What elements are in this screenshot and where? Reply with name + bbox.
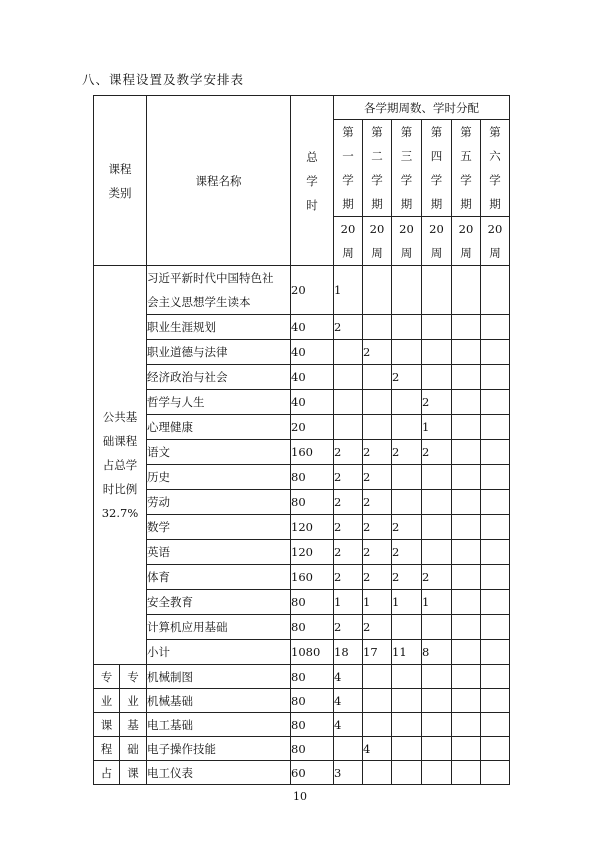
semester-hours	[452, 540, 481, 565]
total-hours: 80	[291, 713, 334, 737]
total-hours: 80	[291, 590, 334, 615]
semester-hours	[392, 713, 422, 737]
professional-category-char: 专	[94, 665, 120, 689]
semester-hours: 2	[363, 540, 392, 565]
weeks-6: 20 周	[481, 217, 510, 266]
semester-hours	[481, 266, 510, 315]
semester-hours	[481, 440, 510, 465]
total-hours: 40	[291, 390, 334, 415]
semester-hours: 2	[363, 465, 392, 490]
semester-hours	[392, 737, 422, 761]
semester-1-header: 第 一 学 期	[334, 120, 363, 217]
semester-hours: 2	[392, 540, 422, 565]
professional-category-char: 业	[94, 689, 120, 713]
course-name: 电工基础	[147, 713, 291, 737]
course-name: 哲学与人生	[147, 390, 291, 415]
table-row	[94, 590, 510, 615]
table-row	[94, 266, 510, 315]
semester-hours	[363, 315, 392, 340]
semester-hours: 2	[334, 490, 363, 515]
semester-hours: 2	[334, 440, 363, 465]
semester-hours	[363, 390, 392, 415]
semester-hours: 2	[334, 515, 363, 540]
distribution-header: 各学期周数、学时分配	[334, 96, 510, 120]
semester-hours	[363, 415, 392, 440]
table-row	[94, 440, 510, 465]
semester-hours	[452, 340, 481, 365]
semester-hours: 8	[422, 640, 452, 665]
category-header: 课程 类别	[94, 96, 147, 266]
semester-hours	[481, 590, 510, 615]
course-name: 计算机应用基础	[147, 615, 291, 640]
semester-hours	[392, 340, 422, 365]
page-number: 10	[293, 790, 307, 803]
course-name: 职业生涯规划	[147, 315, 291, 340]
course-name: 机械制图	[147, 665, 291, 689]
semester-hours: 1	[422, 415, 452, 440]
semester-hours	[422, 340, 452, 365]
semester-hours	[452, 761, 481, 785]
semester-hours	[422, 266, 452, 315]
semester-hours	[334, 340, 363, 365]
semester-hours: 11	[392, 640, 422, 665]
semester-hours	[363, 761, 392, 785]
course-name: 体育	[147, 565, 291, 590]
semester-hours	[481, 540, 510, 565]
total-hours: 20	[291, 415, 334, 440]
course-name: 语文	[147, 440, 291, 465]
semester-hours	[452, 713, 481, 737]
table-row	[94, 390, 510, 415]
semester-hours	[481, 737, 510, 761]
semester-hours	[481, 615, 510, 640]
semester-hours	[422, 665, 452, 689]
weeks-1: 20 周	[334, 217, 363, 266]
semester-hours	[363, 665, 392, 689]
course-name: 经济政治与社会	[147, 365, 291, 390]
total-hours: 120	[291, 515, 334, 540]
total-hours: 60	[291, 761, 334, 785]
total-hours: 80	[291, 490, 334, 515]
total-hours: 80	[291, 465, 334, 490]
semester-hours	[392, 415, 422, 440]
course-name: 心理健康	[147, 415, 291, 440]
semester-hours: 2	[422, 440, 452, 465]
semester-hours	[363, 689, 392, 713]
table-row	[94, 540, 510, 565]
table-row	[94, 340, 510, 365]
semester-hours: 2	[334, 465, 363, 490]
semester-hours: 2	[392, 365, 422, 390]
semester-hours	[392, 490, 422, 515]
semester-hours: 1	[363, 590, 392, 615]
semester-hours: 4	[334, 689, 363, 713]
table-row	[94, 365, 510, 390]
semester-hours: 2	[392, 515, 422, 540]
semester-hours	[422, 615, 452, 640]
semester-hours	[452, 465, 481, 490]
semester-hours	[452, 615, 481, 640]
semester-hours	[422, 713, 452, 737]
total-hours-header: 总 学 时	[291, 96, 334, 266]
semester-hours	[363, 266, 392, 315]
semester-hours	[452, 590, 481, 615]
semester-4-header: 第 四 学 期	[422, 120, 452, 217]
semester-hours	[452, 266, 481, 315]
semester-hours	[481, 713, 510, 737]
semester-hours	[392, 390, 422, 415]
semester-hours	[422, 515, 452, 540]
semester-hours	[452, 365, 481, 390]
total-hours: 1080	[291, 640, 334, 665]
semester-hours	[334, 737, 363, 761]
semester-hours: 18	[334, 640, 363, 665]
total-hours: 120	[291, 540, 334, 565]
semester-hours	[452, 640, 481, 665]
professional-category-char: 课	[94, 713, 120, 737]
semester-hours: 2	[363, 565, 392, 590]
semester-hours	[422, 465, 452, 490]
section-title: 八、课程设置及教学安排表	[82, 72, 245, 87]
semester-hours	[334, 415, 363, 440]
semester-hours: 2	[334, 540, 363, 565]
semester-hours	[392, 615, 422, 640]
professional-subcategory-char: 专	[120, 665, 147, 689]
semester-hours	[422, 689, 452, 713]
semester-hours: 3	[334, 761, 363, 785]
semester-hours: 2	[422, 565, 452, 590]
semester-hours	[452, 315, 481, 340]
course-name: 电工仪表	[147, 761, 291, 785]
public-basic-category: 公共基 础课程 占总学 时比例 32.7%	[94, 266, 147, 665]
semester-hours	[452, 440, 481, 465]
semester-hours: 4	[363, 737, 392, 761]
semester-hours: 1	[334, 590, 363, 615]
semester-hours	[392, 315, 422, 340]
professional-subcategory-char: 课	[120, 761, 147, 785]
semester-hours	[392, 665, 422, 689]
semester-hours	[334, 365, 363, 390]
semester-hours	[481, 390, 510, 415]
course-name: 小计	[147, 640, 291, 665]
semester-hours	[422, 540, 452, 565]
professional-subcategory-char: 业	[120, 689, 147, 713]
semester-3-header: 第 三 学 期	[392, 120, 422, 217]
semester-hours	[452, 665, 481, 689]
course-name: 机械基础	[147, 689, 291, 713]
semester-hours	[481, 415, 510, 440]
course-name: 历史	[147, 465, 291, 490]
total-hours: 20	[291, 266, 334, 315]
semester-hours	[452, 490, 481, 515]
semester-hours: 2	[334, 315, 363, 340]
semester-hours: 4	[334, 713, 363, 737]
semester-hours	[452, 515, 481, 540]
semester-2-header: 第 二 学 期	[363, 120, 392, 217]
table-row	[94, 315, 510, 340]
total-hours: 40	[291, 315, 334, 340]
weeks-4: 20 周	[422, 217, 452, 266]
semester-hours: 2	[363, 615, 392, 640]
semester-hours: 2	[363, 440, 392, 465]
semester-hours	[392, 689, 422, 713]
professional-category-char: 占	[94, 761, 120, 785]
table-row	[94, 415, 510, 440]
semester-hours: 2	[363, 490, 392, 515]
course-schedule-table	[93, 95, 510, 785]
semester-hours	[422, 737, 452, 761]
semester-hours	[422, 315, 452, 340]
table-row	[94, 615, 510, 640]
semester-hours	[481, 665, 510, 689]
table-row	[94, 640, 510, 665]
semester-5-header: 第 五 学 期	[452, 120, 481, 217]
semester-hours	[392, 266, 422, 315]
total-hours: 40	[291, 365, 334, 390]
semester-hours	[452, 689, 481, 713]
semester-hours	[481, 365, 510, 390]
header-row	[94, 96, 510, 120]
semester-hours	[363, 713, 392, 737]
course-name-header: 课程名称	[147, 96, 291, 266]
semester-hours	[481, 490, 510, 515]
table-row	[94, 665, 510, 689]
course-name: 职业道德与法律	[147, 340, 291, 365]
course-name: 英语	[147, 540, 291, 565]
semester-hours	[422, 761, 452, 785]
table-row	[94, 490, 510, 515]
course-name: 数学	[147, 515, 291, 540]
semester-hours	[392, 465, 422, 490]
semester-hours: 2	[392, 565, 422, 590]
semester-hours: 2	[334, 565, 363, 590]
total-hours: 160	[291, 440, 334, 465]
semester-hours	[452, 415, 481, 440]
semester-hours: 1	[392, 590, 422, 615]
weeks-5: 20 周	[452, 217, 481, 266]
total-hours: 80	[291, 665, 334, 689]
weeks-2: 20 周	[363, 217, 392, 266]
table-row	[94, 737, 510, 761]
semester-hours: 1	[422, 590, 452, 615]
professional-subcategory-char: 础	[120, 737, 147, 761]
semester-hours	[392, 761, 422, 785]
course-name: 安全教育	[147, 590, 291, 615]
semester-hours	[481, 689, 510, 713]
total-hours: 80	[291, 689, 334, 713]
table-row	[94, 565, 510, 590]
semester-hours	[481, 565, 510, 590]
semester-hours: 2	[363, 515, 392, 540]
semester-hours	[334, 390, 363, 415]
total-hours: 80	[291, 615, 334, 640]
semester-hours	[481, 465, 510, 490]
professional-subcategory-char: 基	[120, 713, 147, 737]
semester-hours: 2	[422, 390, 452, 415]
semester-hours	[452, 565, 481, 590]
table-row	[94, 761, 510, 785]
semester-hours: 4	[334, 665, 363, 689]
course-name: 习近平新时代中国特色社 会主义思想学生读本	[147, 266, 291, 315]
semester-hours: 2	[334, 615, 363, 640]
total-hours: 40	[291, 340, 334, 365]
semester-hours	[481, 640, 510, 665]
table-row	[94, 465, 510, 490]
semester-hours	[452, 737, 481, 761]
semester-hours	[422, 365, 452, 390]
total-hours: 160	[291, 565, 334, 590]
weeks-3: 20 周	[392, 217, 422, 266]
semester-hours	[452, 390, 481, 415]
semester-6-header: 第 六 学 期	[481, 120, 510, 217]
semester-hours	[481, 315, 510, 340]
semester-hours: 17	[363, 640, 392, 665]
course-name: 电子操作技能	[147, 737, 291, 761]
semester-hours: 2	[363, 340, 392, 365]
semester-hours: 1	[334, 266, 363, 315]
semester-hours	[481, 761, 510, 785]
table-row	[94, 713, 510, 737]
semester-hours	[422, 490, 452, 515]
semester-hours	[481, 515, 510, 540]
semester-hours	[481, 340, 510, 365]
table-row	[94, 515, 510, 540]
table-row	[94, 689, 510, 713]
professional-category-char: 程	[94, 737, 120, 761]
course-name: 劳动	[147, 490, 291, 515]
semester-hours	[363, 365, 392, 390]
total-hours: 80	[291, 737, 334, 761]
semester-hours: 2	[392, 440, 422, 465]
